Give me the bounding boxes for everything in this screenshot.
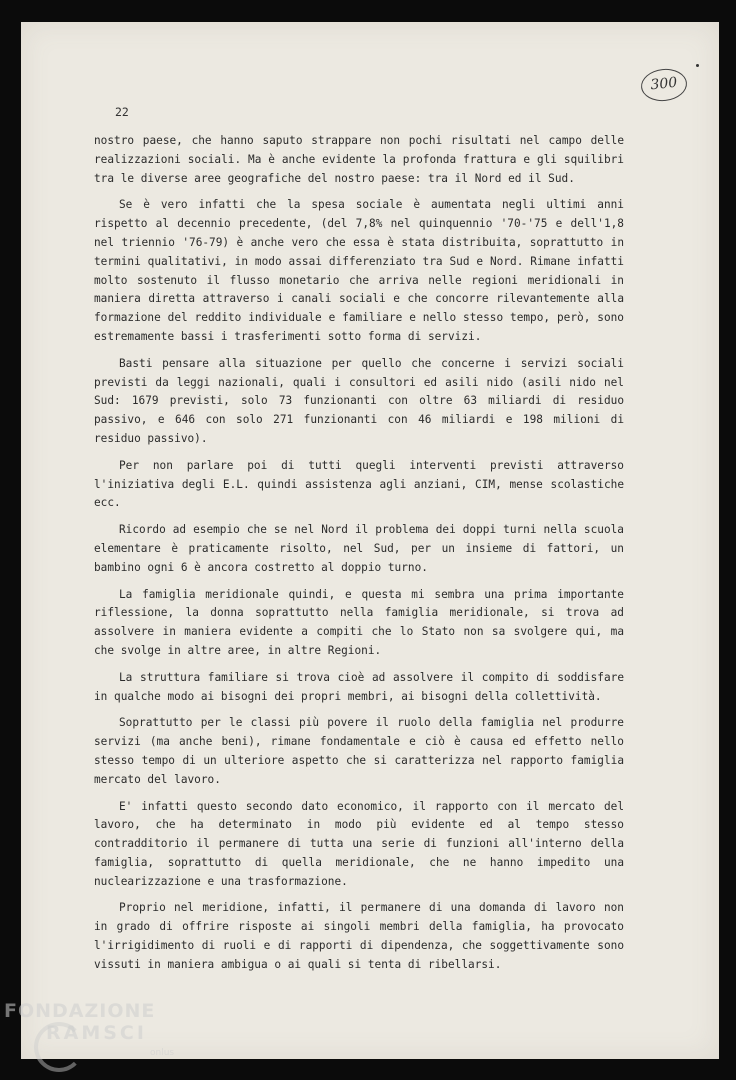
- paragraph-7: La struttura familiare si trova cioè ad assolvere il compito di soddisfare in qualche modo ai bisogni dei propri membri, ai bisogni della collettività.: [94, 670, 624, 703]
- paragraph-5: Ricordo ad esempio che se nel Nord il problema dei doppi turni nella scuola elementare è praticamente risolto, nel Sud, per un insieme di fattori, un bambino ogni 6 è ancora costretto al doppio turno.: [94, 523, 624, 574]
- ink-dot: [696, 64, 699, 67]
- paragraph-1: nostro paese, che hanno saputo strappare non pochi risultati nel campo delle realizzazioni sociali. Ma è anche evidente la profonda frattura e gli squilibri tra le diverse aree geografiche del nostro paese: tra il Nord ed il Sud.: [94, 134, 624, 185]
- body-text: [94, 132, 624, 983]
- paragraph-4: Per non parlare poi di tutti quegli interventi previsti attraverso l'iniziativa degli E.L. quindi assistenza agli anziani, CIM, mense scolastiche ecc.: [94, 458, 624, 510]
- paragraph-10: Proprio nel meridione, infatti, il permanere di una domanda di lavoro non in grado di offrire risposte ai singoli membri della famiglia, ha provocato l'irrigidimento di ruoli e di rapporti di dipendenza, che soggettivamente sono vissuti in maniera ambigua o ai quali si tenta di ribellarsi.: [94, 901, 624, 971]
- watermark-logo-icon: [34, 1022, 84, 1072]
- watermark-line-1: FONDAZIONE: [4, 1000, 156, 1022]
- paragraph-2: Se è vero infatti che la spesa sociale è aumentata negli ultimi anni rispetto al decennio precedente, (del 7,8% nel quinquennio '70-'75 e dell'1,8 nel triennio '76-79) è anche vero che essa è stata distribuita, soprattutto in termini qualitativi, in modo assai differenziato tra Sud e Nord. Rimane infatti molto sostenuto il flusso monetario che arriva nelle regioni meridionali in maniera diretta attraverso i canali sociali e che concorre rilevantemente alla formazione del reddito individuale e familiare e nello stesso tempo, però, sono estremamente bassi i trasferimenti sotto forma di servizi.: [94, 198, 624, 343]
- archive-stamp: [639, 67, 688, 104]
- watermark-line-3: onlus: [150, 1048, 175, 1058]
- paragraph-6: La famiglia meridionale quindi, e questa mi sembra una prima importante riflessione, la donna soprattutto nella famiglia meridionale, si trova ad assolvere in maniera evidente a compiti che lo Stato non sa svolgere qui, ma che svolge in altre aree, in altre Regioni.: [94, 587, 624, 657]
- paragraph-9: E' infatti questo secondo dato economico, il rapporto con il mercato del lavoro, che ha determinato in modo più evidente ed al tempo stesso contradditorio il permanere di tutta una serie di funzioni all'interno della famiglia, soprattutto di quella meridionale, che ne hanno impedito una nuclearizzazione e una trasformazione.: [94, 799, 624, 888]
- paragraph-3: Basti pensare alla situazione per quello che concerne i servizi sociali previsti da leggi nazionali, quali i consultori ed asili nido (asili nido nel Sud: 1679 previsti, solo 73 funzionanti con oltre 63 miliardi di residuo passivo, e 646 con solo 271 funzionanti con 46 miliardi e 198 milioni di residuo passivo).: [94, 356, 624, 445]
- watermark-line-2: RAMSCI: [46, 1022, 147, 1044]
- stamp-number: 300: [649, 74, 679, 94]
- page-number: 22: [115, 105, 129, 119]
- paragraph-8: Soprattutto per le classi più povere il ruolo della famiglia nel produrre servizi (ma anche beni), rimane fondamentale e ciò è causa ed effetto nello stesso tempo di un ulteriore aspetto che si caratterizza nel rapporto famiglia mercato del lavoro.: [94, 716, 624, 786]
- fondazione-gramsci-watermark: [4, 1000, 175, 1058]
